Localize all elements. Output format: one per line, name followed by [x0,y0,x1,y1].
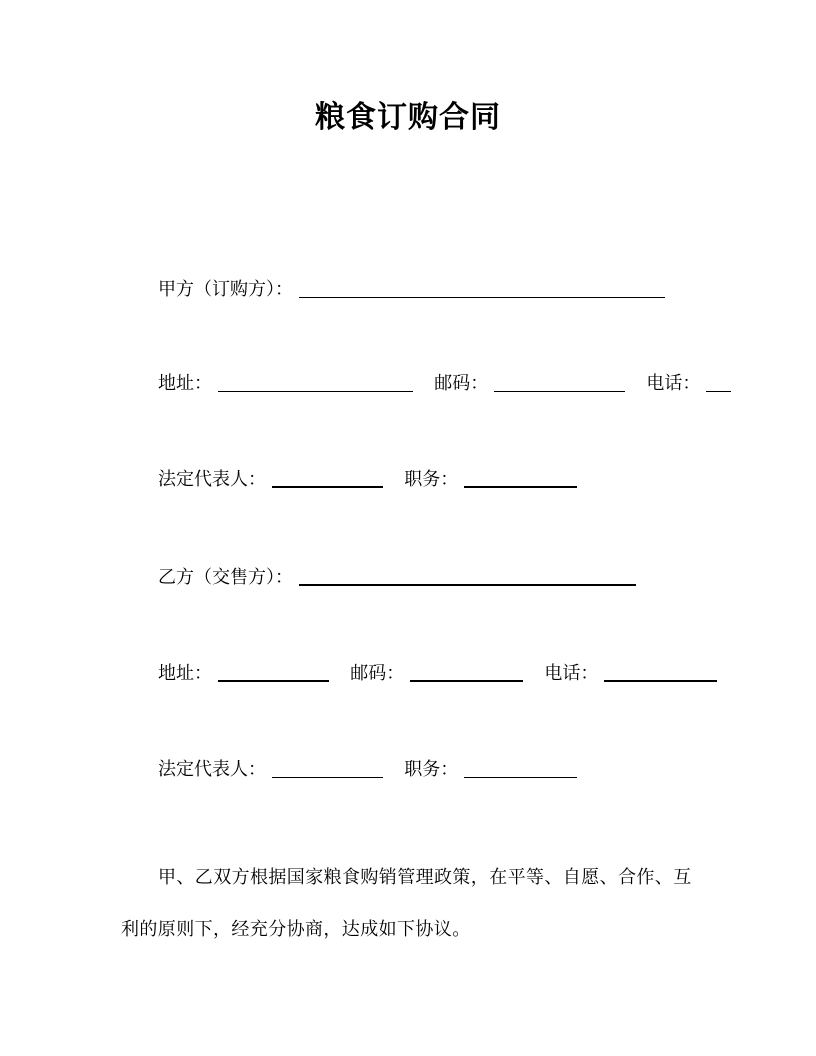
party-a-row [158,274,665,306]
intro-paragraph: 甲、乙双方根据国家粮食购销管理政策，在平等、自愿、合作、互利的原则下，经充分协商，达成如下协议。 [121,867,692,940]
party-a-position-label: 职务： [404,469,459,490]
document-title: 粮食订购合同 [315,100,501,135]
party-b-postcode-blank [410,658,523,682]
party-a-postcode-blank [494,368,625,392]
party-a-phone-label: 电话： [646,373,701,394]
party-a-rep-label: 法定代表人： [158,469,266,490]
party-b-phone-label: 电话： [544,663,599,684]
party-b-row [158,562,636,594]
party-b-address-blank [218,658,329,682]
party-b-postcode-label: 邮码： [350,663,405,684]
party-a-address-label: 地址： [158,373,212,394]
party-b-phone-blank [604,658,717,682]
party-b-blank [299,562,636,586]
party-a-rep-row [158,464,577,496]
party-a-phone-blank [706,368,731,392]
party-b-address-label: 地址： [158,663,212,684]
party-a-rep-blank [272,464,383,488]
party-a-postcode-label: 邮码： [434,373,489,394]
party-b-rep-blank [272,754,383,778]
party-a-blank [299,274,665,298]
party-b-contact-row [158,658,717,690]
party-b-label: 乙方（交售方）： [158,567,293,588]
party-b-position-label: 职务： [404,759,459,780]
party-a-position-blank [464,464,577,488]
party-a-contact-row [158,368,731,400]
party-a-label: 甲方（订购方）： [158,279,293,300]
party-b-position-blank [464,754,577,778]
party-a-address-blank [218,368,413,392]
party-b-rep-label: 法定代表人： [158,759,266,780]
party-b-rep-row [158,754,577,786]
